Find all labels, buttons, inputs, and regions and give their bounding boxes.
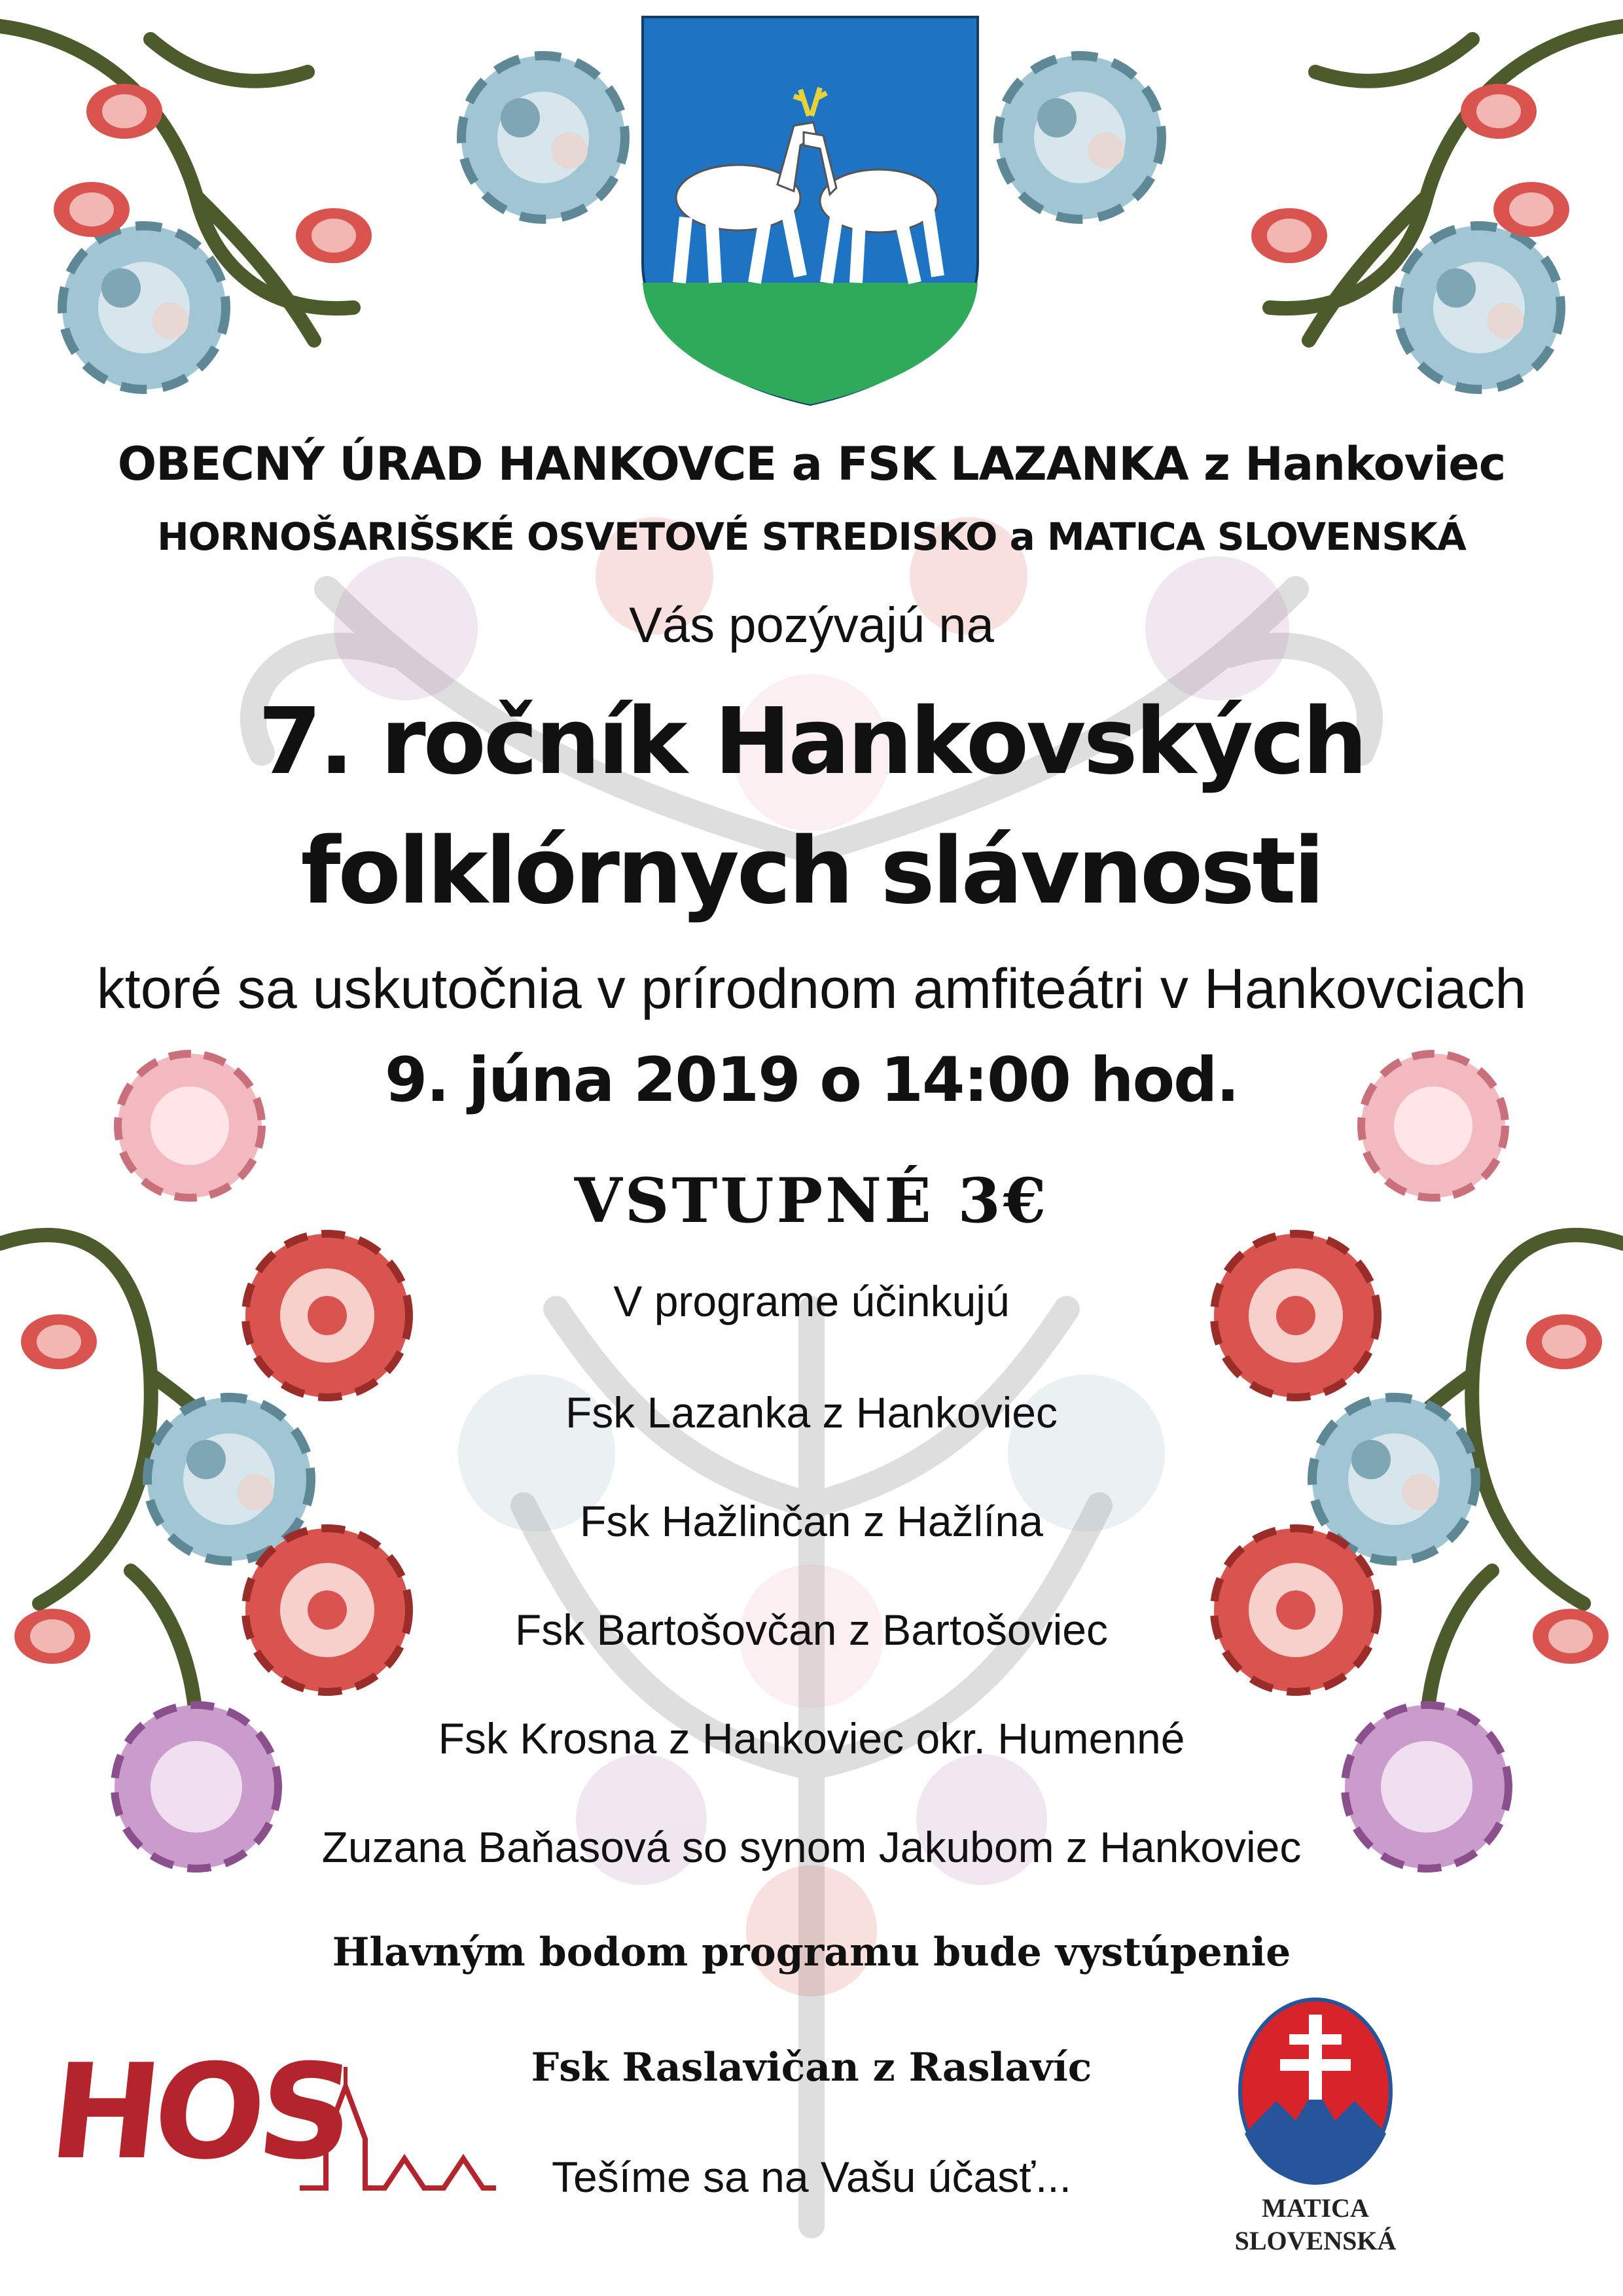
matica-slovenska-emblem-icon <box>1237 1996 1394 2186</box>
event-date: 9. júna 2019 o 14:00 hod. <box>384 1045 1239 1116</box>
performer-item: Fsk Bartošovčan z Bartošoviec <box>514 1605 1109 1654</box>
hos-logo-text: HOS <box>43 2036 355 2189</box>
matica-caption-line-2: SLOVENSKÁ <box>1234 2226 1397 2255</box>
performer-item: Fsk Lazanka z Hankoviec <box>565 1388 1058 1437</box>
matica-caption-line-1: MATICA <box>1262 2193 1369 2223</box>
performer-item: Fsk Krosna z Hankoviec okr. Humenné <box>438 1714 1185 1763</box>
main-act-intro: Hlavným bodom programu bude vystúpenie <box>332 1929 1291 1975</box>
deer-coat-of-arms-icon <box>640 14 980 407</box>
invitation-text: Vás pozývajú na <box>629 598 994 653</box>
performer-item: Fsk Hažlinčan z Hažlína <box>580 1497 1043 1545</box>
event-title-line-1: 7. ročník Hankovských <box>258 689 1365 795</box>
hos-logo-icon <box>43 2036 496 2198</box>
admission-fee: VSTUPNÉ 3€ <box>574 1165 1049 1237</box>
organizers-line-1: OBECNÝ ÚRAD HANKOVCE a FSK LAZANKA z Hankoviec <box>117 437 1506 491</box>
main-act-name: Fsk Raslavičan z Raslavíc <box>531 2045 1092 2090</box>
event-title-line-2: folklórnych slávnosti <box>300 818 1323 925</box>
closing-message: Tešíme sa na Vašu účasť... <box>552 2153 1071 2201</box>
performer-item: Zuzana Baňasová so synom Jakubom z Hankoviec <box>321 1823 1302 1871</box>
program-heading: V programe účinkujú <box>613 1277 1010 1325</box>
event-venue: ktoré sa uskutočnia v prírodnom amfiteátri v Hankovciach <box>96 958 1527 1020</box>
organizers-line-2: HORNOŠARIŠSKÉ OSVETOVÉ STREDISKO a MATICA SLOVENSKÁ <box>157 514 1466 559</box>
